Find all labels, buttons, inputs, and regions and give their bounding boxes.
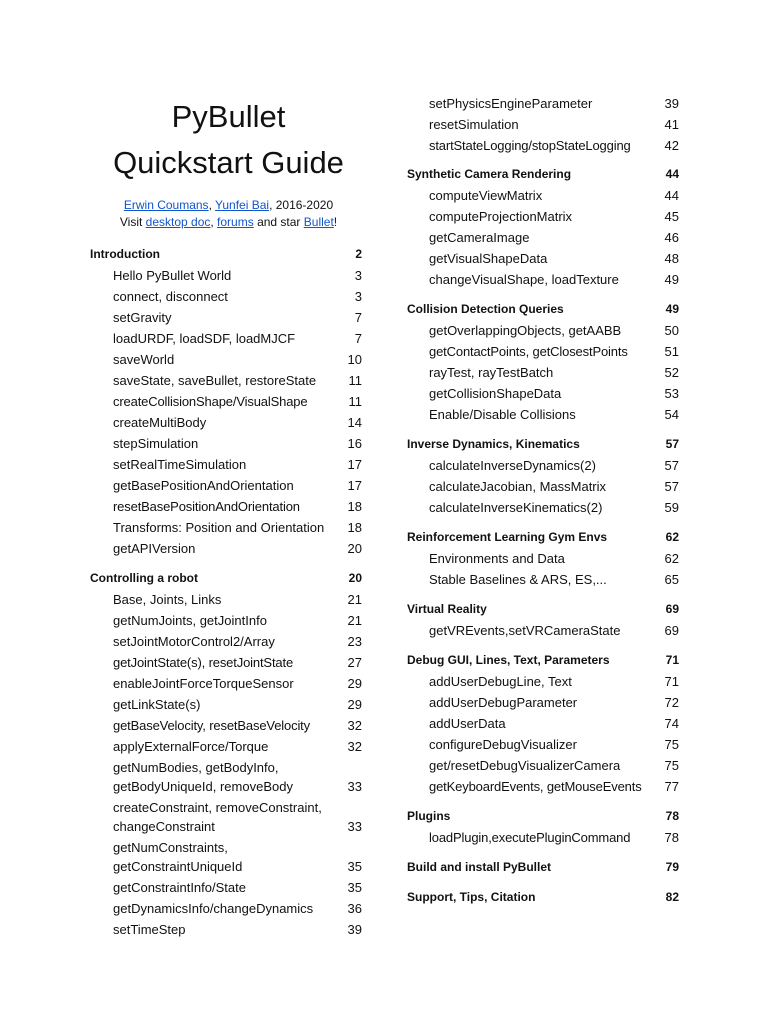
toc-section-heading[interactable] [407, 434, 679, 455]
toc-entry-hello-pybullet-world[interactable] [90, 265, 362, 286]
toc-entry-stable-baselines-ars-es[interactable] [407, 569, 679, 590]
toc-entry-base-joints-links[interactable] [90, 589, 362, 610]
toc-entry-label: computeProjectionMatrix [429, 209, 573, 224]
toc-section-title: Reinforcement Learning Gym Envs [407, 530, 608, 544]
toc-entry-getcollisionshapedata[interactable] [407, 383, 679, 404]
toc-entry-page: 29 [347, 697, 362, 712]
toc-entry-label: Base, Joints, Links [113, 592, 222, 607]
toc-entry-resetsimulation[interactable] [407, 114, 679, 135]
toc-entry-label: Hello PyBullet World [113, 268, 232, 283]
toc-section-page: 44 [665, 167, 679, 181]
toc-entry-label: getVisualShapeData [429, 251, 548, 266]
toc-entry-label: Enable/Disable Collisions [429, 407, 576, 422]
toc-entry-label: getCollisionShapeData [429, 386, 562, 401]
toc-entry-page: 21 [347, 613, 362, 628]
toc-entry-calculatejacobian-massmatrix[interactable] [407, 476, 679, 497]
toc-entry-createmultibody[interactable] [90, 412, 362, 433]
toc-entry-page: 49 [664, 272, 679, 287]
toc-entry-page: 27 [347, 655, 362, 670]
toc-entry-page: 35 [347, 880, 362, 895]
toc-entry-getkeyboardevents-getmouseevents[interactable] [407, 776, 679, 797]
toc-entry-label: createCollisionShape/VisualShape [113, 394, 308, 409]
toc-entry-page: 77 [664, 779, 679, 794]
toc-entry-page: 35 [347, 859, 362, 874]
toc-section-heading[interactable] [90, 568, 362, 589]
toc-entry-label: getNumBodies, getBodyInfo, getBodyUniqueId, removeBody [113, 760, 293, 794]
toc-entry-label: createConstraint, removeConstraint, changeConstraint [113, 800, 322, 834]
toc-section-title: Controlling a robot [90, 571, 198, 585]
toc-entry-transforms-position-and-orientation[interactable] [90, 517, 362, 538]
toc-entry-getjointstate-s-resetjointstate[interactable] [90, 652, 362, 673]
toc-section-introduction [90, 244, 362, 559]
toc-entry-page: 11 [348, 394, 362, 409]
toc-entry-label: applyExternalForce/Torque [113, 739, 269, 754]
toc-entry-page: 74 [664, 716, 679, 731]
toc-entry-page: 7 [354, 310, 362, 325]
toc-entry-page: 33 [347, 779, 362, 794]
toc-entry-page: 10 [347, 352, 362, 367]
toc-section-heading[interactable] [407, 857, 679, 878]
toc-entry-page: 21 [347, 592, 362, 607]
toc-entry-label: enableJointForceTorqueSensor [113, 676, 294, 691]
toc-section-inverse-dynamics-kinematics [407, 434, 679, 518]
toc-entry-environments-and-data[interactable] [407, 548, 679, 569]
toc-section-title: Introduction [90, 247, 160, 261]
toc-entry-label: createMultiBody [113, 415, 207, 430]
toc-entry-page: 17 [347, 478, 362, 493]
toc-entry-page: 71 [664, 674, 679, 689]
toc-entry-adduserdebugparameter[interactable] [407, 692, 679, 713]
toc-entry-enablejointforcetorquesensor[interactable] [90, 673, 362, 694]
toc-entry-label: get/resetDebugVisualizerCamera [429, 758, 621, 773]
toc-entry-page: 7 [354, 331, 362, 346]
toc-entry-page: 32 [347, 739, 362, 754]
toc-section-synthetic-camera-rendering [407, 164, 679, 290]
toc-entry-label: startStateLogging/stopStateLogging [429, 138, 631, 153]
toc-entry-page: 75 [664, 737, 679, 752]
toc-section-page: 82 [665, 890, 679, 904]
toc-entry-page: 72 [664, 695, 679, 710]
toc-entry-page: 3 [354, 268, 362, 283]
toc-entry-page: 11 [348, 373, 362, 388]
toc-entry-label: getContactPoints, getClosestPoints [429, 344, 628, 359]
toc-entry-getbasepositionandorientation[interactable] [90, 475, 362, 496]
toc-entry-page: 57 [664, 479, 679, 494]
toc-entry-enable-disable-collisions[interactable] [407, 404, 679, 425]
toc-entry-label: resetBasePositionAndOrientation [113, 499, 300, 514]
toc-section-title: Debug GUI, Lines, Text, Parameters [407, 653, 610, 667]
author-link-yunfei[interactable]: Yunfei Bai [215, 198, 270, 212]
toc-entry-getdynamicsinfo-changedynamics[interactable] [90, 898, 362, 919]
toc-section-plugins [407, 806, 679, 848]
toc-entry-setgravity[interactable] [90, 307, 362, 328]
toc-entry-page: 44 [664, 188, 679, 203]
toc-entry-getcameraimage[interactable] [407, 227, 679, 248]
toc-entry-setphysicsengineparameter[interactable] [407, 93, 679, 114]
toc-entry-label: Transforms: Position and Orientation [113, 520, 325, 535]
toc-entry-page: 69 [664, 623, 679, 638]
toc-entry-label: addUserDebugParameter [429, 695, 578, 710]
toc-section-title: Collision Detection Queries [407, 302, 564, 316]
toc-entry-page: 39 [664, 96, 679, 111]
author-link-erwin[interactable]: Erwin Coumans [123, 198, 209, 212]
toc-entry-page: 33 [347, 819, 362, 834]
toc-section-page: 79 [665, 860, 679, 874]
visit-separator: , [210, 215, 218, 229]
toc-section-heading[interactable] [407, 164, 679, 185]
toc-entry-page: 42 [664, 138, 679, 153]
toc-entry-getvisualshapedata[interactable] [407, 248, 679, 269]
doc-title-line1: PyBullet [171, 99, 286, 134]
toc-entry-page: 46 [664, 230, 679, 245]
toc-entry-getlinkstate-s[interactable] [90, 694, 362, 715]
toc-entry-setrealtimesimulation[interactable] [90, 454, 362, 475]
toc-entry-getnumconstraints-getconstraintuniqueid[interactable] [90, 837, 362, 877]
visit-line [95, 214, 362, 231]
toc-entry-page: 16 [347, 436, 362, 451]
toc-entry-label: getBasePositionAndOrientation [113, 478, 294, 493]
toc-entry-label: getConstraintInfo/State [113, 880, 246, 895]
toc-entry-page: 75 [664, 758, 679, 773]
toc-entry-page: 20 [347, 541, 362, 556]
toc-entry-stepsimulation[interactable] [90, 433, 362, 454]
toc-entry-page: 3 [354, 289, 362, 304]
left-column [90, 90, 362, 940]
toc-entry-changevisualshape-loadtexture[interactable] [407, 269, 679, 290]
toc-entry-getnumbodies-getbodyinfo-getbodyuniqueid-removebody[interactable] [90, 757, 362, 797]
toc-entry-loadurdf-loadsdf-loadmjcf[interactable] [90, 328, 362, 349]
toc-entry-getapiversion[interactable] [90, 538, 362, 559]
toc-section-title: Inverse Dynamics, Kinematics [407, 437, 580, 451]
toc-section-page: 62 [665, 530, 679, 544]
visit-suffix: ! [333, 215, 338, 229]
toc-entry-adduserdebugline-text[interactable] [407, 671, 679, 692]
toc-entry-page: 53 [664, 386, 679, 401]
toc-section-heading[interactable] [407, 599, 679, 620]
toc-entry-page: 59 [664, 500, 679, 515]
bullet-link[interactable]: Bullet [303, 215, 334, 229]
toc-section-page: 49 [665, 302, 679, 316]
toc-entry-page: 32 [347, 718, 362, 733]
toc-section-title: Support, Tips, Citation [407, 890, 536, 904]
toc-entry-label: getNumConstraints, getConstraintUniqueId [113, 840, 243, 874]
toc-entry-label: loadPlugin,executePluginCommand [429, 830, 631, 845]
toc-entry-getnumjoints-getjointinfo[interactable] [90, 610, 362, 631]
toc-entry-page: 23 [347, 634, 362, 649]
toc-entry-label: getLinkState(s) [113, 697, 201, 712]
toc-entry-startstatelogging-stopstatelogging[interactable] [407, 135, 679, 156]
toc-section-heading[interactable] [407, 527, 679, 548]
toc-entry-calculateinversekinematics-2[interactable] [407, 497, 679, 518]
toc-entry-page: 45 [664, 209, 679, 224]
toc-entry-page: 18 [347, 520, 362, 535]
toc-entry-computeviewmatrix[interactable] [407, 185, 679, 206]
toc-entry-setjointmotorcontrol2-array[interactable] [90, 631, 362, 652]
toc-section-page: 2 [355, 247, 362, 261]
authors-line [95, 197, 362, 214]
toc-section-debug-gui-lines-text-parameters [407, 650, 679, 797]
toc-entry-page: 51 [664, 344, 679, 359]
toc-entry-getoverlappingobjects-getaabb[interactable] [407, 320, 679, 341]
toc-entry-label: setTimeStep [113, 922, 186, 937]
toc-entry-computeprojectionmatrix[interactable] [407, 206, 679, 227]
toc-entry-label: getVREvents,setVRCameraState [429, 623, 621, 638]
toc-entry-page: 18 [347, 499, 362, 514]
toc-entry-page: 48 [664, 251, 679, 266]
right-column [407, 93, 679, 908]
toc-entry-page: 17 [347, 457, 362, 472]
toc-entry-loadplugin-executeplugincommand[interactable] [407, 827, 679, 848]
toc-entry-label: getCameraImage [429, 230, 530, 245]
toc-section-heading[interactable] [407, 299, 679, 320]
toc-entry-page: 54 [664, 407, 679, 422]
toc-entry-label: addUserData [429, 716, 506, 731]
toc-entry-label: changeVisualShape, loadTexture [429, 272, 619, 287]
toc-entry-label: saveState, saveBullet, restoreState [113, 373, 317, 388]
toc-entry-label: setRealTimeSimulation [113, 457, 247, 472]
toc-entry-label: connect, disconnect [113, 289, 228, 304]
toc-entry-label: setGravity [113, 310, 172, 325]
authors-years: , 2016-2020 [269, 198, 334, 212]
toc-entry-label: getDynamicsInfo/changeDynamics [113, 901, 314, 916]
toc-section-heading[interactable] [90, 244, 362, 265]
toc-section-title: Plugins [407, 809, 451, 823]
toc-entry-applyexternalforce-torque[interactable] [90, 736, 362, 757]
toc-entry-saveworld[interactable] [90, 349, 362, 370]
toc-entry-label: resetSimulation [429, 117, 519, 132]
toc-entry-label: Stable Baselines & ARS, ES,... [429, 572, 607, 587]
toc-entry-label: getNumJoints, getJointInfo [113, 613, 267, 628]
toc-entry-page: 57 [664, 458, 679, 473]
toc-entry-getconstraintinfo-state[interactable] [90, 877, 362, 898]
toc-entry-page: 62 [664, 551, 679, 566]
toc-entry-page: 14 [347, 415, 362, 430]
toc-section-page: 71 [665, 653, 679, 667]
toc-entry-connect-disconnect[interactable] [90, 286, 362, 307]
toc-entry-resetbasepositionandorientation[interactable] [90, 496, 362, 517]
toc-entry-label: getBaseVelocity, resetBaseVelocity [113, 718, 310, 733]
toc-entry-savestate-savebullet-restorestate[interactable] [90, 370, 362, 391]
toc-entry-label: rayTest, rayTestBatch [429, 365, 554, 380]
toc-section-build-and-install-pybullet [407, 857, 679, 878]
toc-entry-getbasevelocity-resetbasevelocity[interactable] [90, 715, 362, 736]
toc-entry-label: getKeyboardEvents, getMouseEvents [429, 779, 642, 794]
toc-entry-page: 65 [664, 572, 679, 587]
toc-section-page: 20 [348, 571, 362, 585]
toc-entry-settimestep[interactable] [90, 919, 362, 940]
toc-section-title: Build and install PyBullet [407, 860, 552, 874]
toc-entry-label: loadURDF, loadSDF, loadMJCF [113, 331, 296, 346]
toc-section-page: 57 [665, 437, 679, 451]
toc-entry-label: Environments and Data [429, 551, 565, 566]
toc-entry-getvrevents-setvrcamerastate[interactable] [407, 620, 679, 641]
toc-section-reinforcement-learning-gym-envs [407, 527, 679, 590]
toc-section-heading[interactable] [407, 650, 679, 671]
toc-entry-label: getJointState(s), resetJointState [113, 655, 294, 670]
toc-entry-page: 29 [347, 676, 362, 691]
toc-entry-label: calculateInverseKinematics(2) [429, 500, 603, 515]
toc-entry-label: setJointMotorControl2/Array [113, 634, 275, 649]
toc-entry-label: getOverlappingObjects, getAABB [429, 323, 622, 338]
toc-section-controlling-a-robot [90, 568, 362, 940]
toc-entry-page: 78 [664, 830, 679, 845]
toc-entry-page: 50 [664, 323, 679, 338]
toc-entry-page: 41 [664, 117, 679, 132]
toc-entry-createcollisionshape-visualshape[interactable] [90, 391, 362, 412]
toc-entry-label: computeViewMatrix [429, 188, 543, 203]
toc-section-support-tips-citation [407, 887, 679, 908]
doc-title-line2: Quickstart Guide [113, 145, 344, 180]
toc-section-title: Synthetic Camera Rendering [407, 167, 572, 181]
toc-entry-label: addUserDebugLine, Text [429, 674, 572, 689]
toc-entry-page: 52 [664, 365, 679, 380]
toc-entry-label: saveWorld [113, 352, 175, 367]
toc-entry-label: getAPIVersion [113, 541, 196, 556]
toc-entry-label: configureDebugVisualizer [429, 737, 577, 752]
toc-right [407, 164, 679, 908]
toc-entry-label: stepSimulation [113, 436, 199, 451]
toc-section-heading[interactable] [407, 887, 679, 908]
toc-entry-createconstraint-removeconstraint-changeconstraint[interactable] [90, 797, 362, 837]
toc-section-virtual-reality [407, 599, 679, 641]
toc-section-page: 78 [665, 809, 679, 823]
toc-section-title: Virtual Reality [407, 602, 487, 616]
toc-section-heading[interactable] [407, 806, 679, 827]
toc-section-page: 69 [665, 602, 679, 616]
toc-entry-adduserdata[interactable] [407, 713, 679, 734]
toc-entry-label: calculateInverseDynamics(2) [429, 458, 596, 473]
title-block [95, 94, 362, 231]
toc-entry-get-resetdebugvisualizercamera[interactable] [407, 755, 679, 776]
authors-separator: , [208, 198, 216, 212]
toc-entry-calculateinversedynamics-2[interactable] [407, 455, 679, 476]
toc-section-collision-detection-queries [407, 299, 679, 425]
forums-link[interactable]: forums [217, 215, 254, 229]
toc-left [90, 244, 362, 940]
toc-entry-configuredebugvisualizer[interactable] [407, 734, 679, 755]
toc-entry-page: 39 [347, 922, 362, 937]
toc-entry-label: setPhysicsEngineParameter [429, 96, 593, 111]
toc-entry-getcontactpoints-getclosestpoints[interactable] [407, 341, 679, 362]
toc-entry-label: calculateJacobian, MassMatrix [429, 479, 607, 494]
desktop-doc-link[interactable]: desktop doc [145, 215, 211, 229]
visit-prefix: Visit [119, 215, 146, 229]
toc-continued-items [407, 93, 679, 156]
visit-middle: and star [253, 215, 304, 229]
toc-entry-raytest-raytestbatch[interactable] [407, 362, 679, 383]
toc-entry-page: 36 [347, 901, 362, 916]
